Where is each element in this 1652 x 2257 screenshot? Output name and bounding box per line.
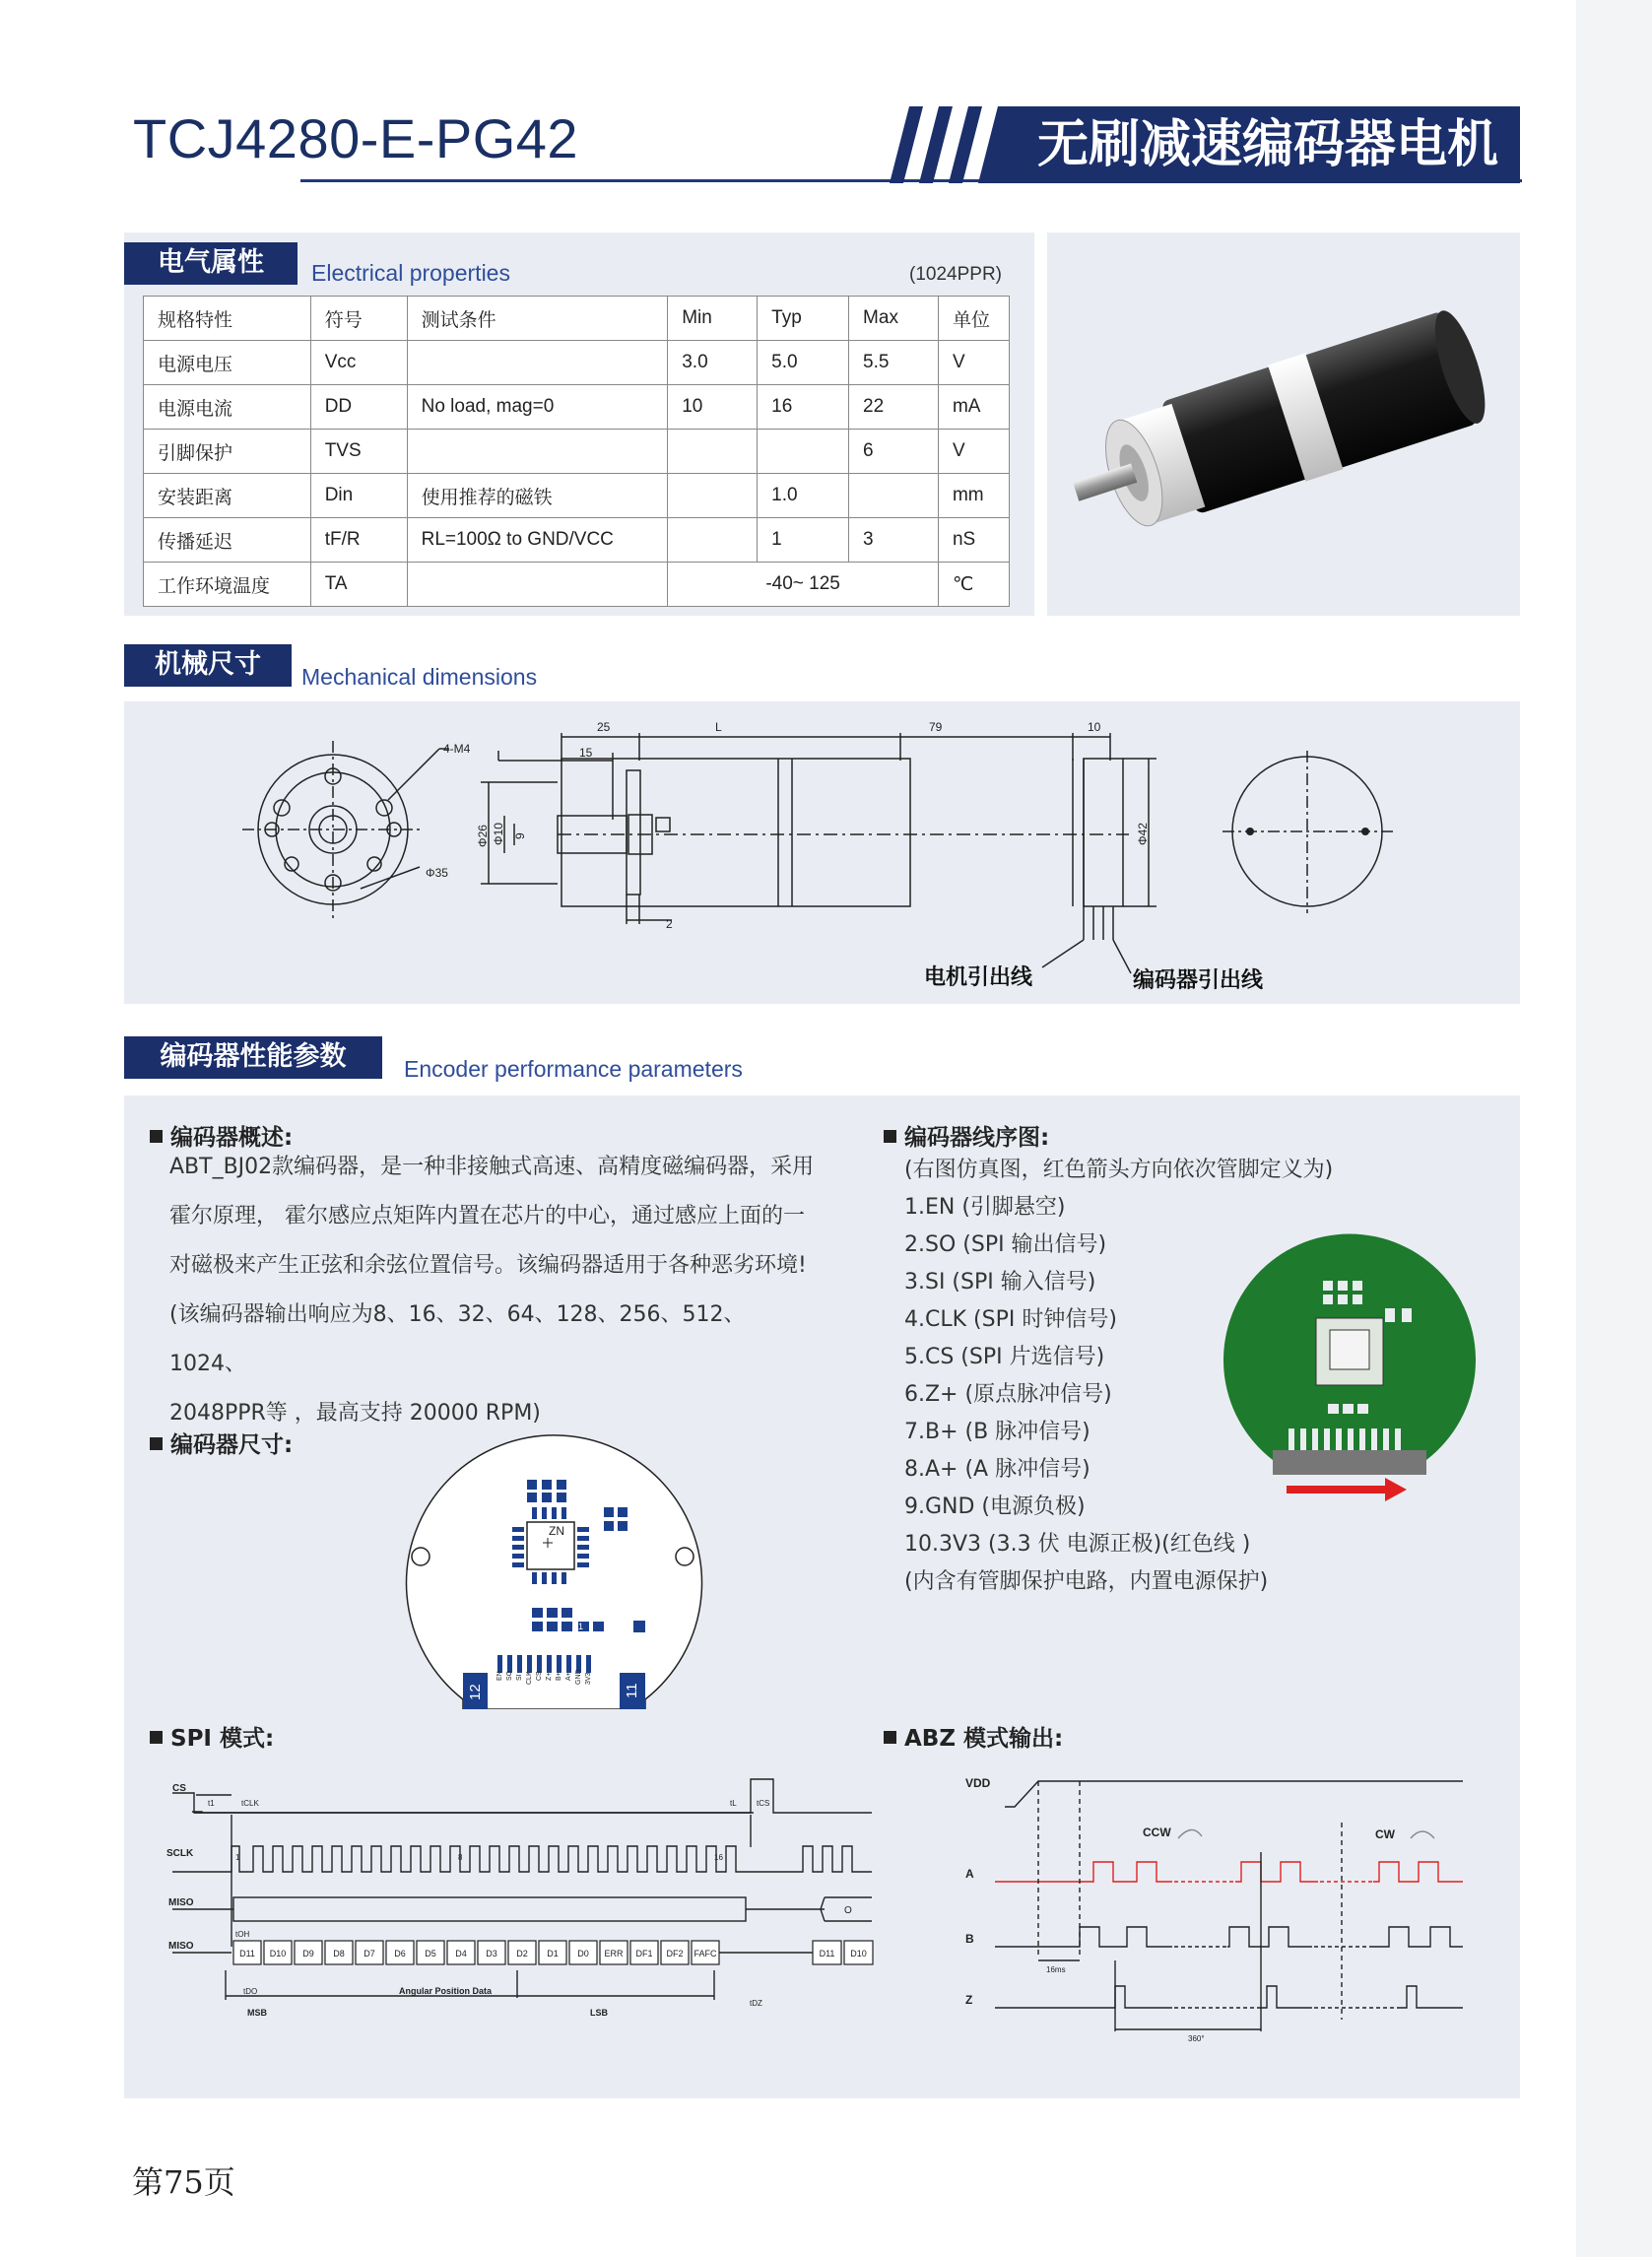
abz-ccw: CCW xyxy=(1143,1826,1171,1839)
motor-lead-label: 电机引出线 xyxy=(924,965,1033,990)
encoder-pcb-photo xyxy=(1220,1231,1482,1507)
overview-line: 2048PPR等 ，最高支持 20000 RPM) xyxy=(169,1401,541,1426)
spi-bit-label: D10 xyxy=(269,1949,287,1958)
table-header-cell: 测试条件 xyxy=(407,297,668,341)
table-cell: V xyxy=(938,430,1009,474)
pcb-pin-label: A+ xyxy=(565,1672,572,1681)
pcb-pin-label: GND xyxy=(575,1669,582,1685)
spi-clk-8: 8 xyxy=(458,1853,463,1862)
table-cell: DD xyxy=(310,385,407,430)
table-cell: 1.0 xyxy=(758,474,849,518)
spi-bit-label: D4 xyxy=(455,1949,467,1958)
pcb-pin-label: SO xyxy=(506,1670,513,1681)
encoder-en-title: Encoder performance parameters xyxy=(404,1056,743,1082)
pin-item: 1.EN (引脚悬空) xyxy=(904,1195,1066,1220)
dim-10: 10 xyxy=(1088,720,1101,734)
table-cell xyxy=(758,430,849,474)
table-row xyxy=(144,563,1010,607)
pin-item: 10.3V3 (3.3 伏 电源正极)(红色线 ) xyxy=(904,1532,1251,1557)
size-heading-text: 编码器尺寸: xyxy=(170,1432,294,1458)
spi-bit-label: DF1 xyxy=(635,1949,653,1958)
spi-bit-label: D3 xyxy=(486,1949,497,1958)
table-cell xyxy=(407,563,668,607)
table-cell: 传播延迟 xyxy=(144,518,311,563)
table-cell xyxy=(668,430,758,474)
spi-bit-label: D1 xyxy=(547,1949,559,1958)
table-header-cell: Typ xyxy=(758,297,849,341)
pin-item: 2.SO (SPI 输出信号) xyxy=(904,1232,1107,1257)
table-cell: Din xyxy=(310,474,407,518)
table-header-cell: 符号 xyxy=(310,297,407,341)
spi-miso2-label: MISO xyxy=(168,1941,194,1952)
mechanical-drawing xyxy=(124,701,1520,1004)
table-cell xyxy=(407,341,668,385)
spi-miso-label: MISO xyxy=(168,1897,194,1908)
dim-15: 15 xyxy=(579,746,593,760)
pin-item: 6.Z+ (原点脉冲信号) xyxy=(904,1382,1112,1407)
table-cell: 电源电压 xyxy=(144,341,311,385)
pcb-chip-label: ZN xyxy=(549,1524,564,1538)
spi-angular-label: Angular Position Data xyxy=(399,1986,493,1996)
abz-timing-diagram xyxy=(956,1763,1478,2049)
table-row xyxy=(144,430,1010,474)
pcb-pad-12: 12 xyxy=(467,1684,484,1700)
spi-bit-label: D9 xyxy=(302,1949,314,1958)
dim-L: L xyxy=(715,720,722,734)
spi-tdo: tDO xyxy=(243,1987,258,1996)
size-heading xyxy=(150,1427,293,1459)
dim-9: 9 xyxy=(513,832,527,839)
abz-heading-text: ABZ 模式输出: xyxy=(904,1726,1064,1752)
dim-2: 2 xyxy=(666,917,673,931)
encoder-tab-line xyxy=(124,1077,382,1079)
table-row xyxy=(144,385,1010,430)
pin-item: 7.B+ (B 脉冲信号) xyxy=(904,1420,1090,1444)
pcb-pad-11: 11 xyxy=(624,1683,640,1698)
table-cell: 引脚保护 xyxy=(144,430,311,474)
page-edge-strip xyxy=(1576,0,1652,2257)
abz-vdd: VDD xyxy=(965,1776,991,1790)
mechanical-tab: 机械尺寸 xyxy=(124,644,292,686)
abz-16ms: 16ms xyxy=(1046,1965,1066,1974)
spi-t1: t1 xyxy=(208,1799,215,1808)
overview-line: (该编码器输出响应为8、16、32、64、128、256、512、1024、 xyxy=(169,1302,746,1376)
dim-phi26: Φ26 xyxy=(476,825,490,847)
table-cell: mA xyxy=(938,385,1009,430)
table-cell: mm xyxy=(938,474,1009,518)
table-cell: -40~ 125 xyxy=(668,563,939,607)
table-cell: nS xyxy=(938,518,1009,563)
dim-phi35: Φ35 xyxy=(426,866,448,880)
table-row xyxy=(144,474,1010,518)
mechanical-tab-line xyxy=(124,685,292,687)
table-cell: 1 xyxy=(758,518,849,563)
dim-25: 25 xyxy=(597,720,611,734)
spi-tl: tL xyxy=(730,1799,737,1808)
spi-msb: MSB xyxy=(247,2008,267,2018)
table-header-cell: 规格特性 xyxy=(144,297,311,341)
overview-line: ABT_BJ02款编码器，是一种非接触式高速、高精度磁编码器，采用 xyxy=(169,1155,815,1179)
ppr-note: (1024PPR) xyxy=(909,264,1002,285)
table-cell xyxy=(407,430,668,474)
spi-sclk-label: SCLK xyxy=(166,1848,194,1859)
table-cell: 5.5 xyxy=(849,341,939,385)
abz-360: 360° xyxy=(1188,2034,1205,2043)
table-cell: 3 xyxy=(849,518,939,563)
table-header-row xyxy=(144,297,1010,341)
spi-toh: tOH xyxy=(235,1930,250,1939)
table-cell: 5.0 xyxy=(758,341,849,385)
spi-bit-label: D2 xyxy=(516,1949,528,1958)
electrical-tab: 电气属性 xyxy=(124,242,297,284)
spi-tclk: tCLK xyxy=(241,1799,259,1808)
table-cell: 6 xyxy=(849,430,939,474)
table-cell: 3.0 xyxy=(668,341,758,385)
spi-timing-diagram xyxy=(163,1773,892,2029)
table-cell: ℃ xyxy=(938,563,1009,607)
abz-cw: CW xyxy=(1375,1827,1395,1841)
overview-text xyxy=(169,1143,820,1438)
pcb-pin-label: SI xyxy=(516,1674,523,1681)
spi-bit-label: D5 xyxy=(425,1949,436,1958)
spi-bit-label: D7 xyxy=(363,1949,375,1958)
encoder-pcb-outline xyxy=(399,1409,714,1709)
electrical-table xyxy=(143,296,1010,607)
page-number: 第75页 xyxy=(132,2163,235,2201)
spi-bit-label: D11 xyxy=(239,1949,255,1958)
table-cell xyxy=(668,474,758,518)
table-cell: 22 xyxy=(849,385,939,430)
pin-item: (内含有管脚保护电路，内置电源保护) xyxy=(904,1569,1269,1594)
table-header-cell: Min xyxy=(668,297,758,341)
table-cell: tF/R xyxy=(310,518,407,563)
overview-line: 对磁极来产生正弦和余弦位置信号。该编码器适用于各种恶劣环境! xyxy=(169,1253,807,1278)
electrical-tab-line xyxy=(124,283,297,285)
table-cell: TA xyxy=(310,563,407,607)
pin-item: 8.A+ (A 脉冲信号) xyxy=(904,1457,1090,1482)
spi-o: O xyxy=(844,1905,852,1916)
pin-item: 9.GND (电源负极) xyxy=(904,1494,1086,1519)
spi-bit-label: D8 xyxy=(333,1949,345,1958)
abz-heading xyxy=(884,1720,1063,1753)
pcb-label-1: 1 xyxy=(578,1622,584,1631)
mechanical-en-title: Mechanical dimensions xyxy=(301,664,538,690)
table-cell xyxy=(849,474,939,518)
spi-bit-label: FAFC xyxy=(694,1949,717,1958)
pin-heading-text: 编码器线序图: xyxy=(904,1125,1050,1151)
pcb-pin-label: Z+ xyxy=(546,1672,553,1681)
motor-photo-panel xyxy=(1047,232,1520,616)
pin-item: 4.CLK (SPI 时钟信号) xyxy=(904,1307,1117,1332)
pcb-pin-label: B+ xyxy=(556,1672,562,1681)
table-cell: 安装距离 xyxy=(144,474,311,518)
spi-lsb: LSB xyxy=(590,2008,608,2018)
dim-phi10: Φ10 xyxy=(492,823,505,845)
pin-item: 5.CS (SPI 片选信号) xyxy=(904,1345,1105,1369)
abz-z: Z xyxy=(965,1993,973,2007)
encoder-lead-label: 编码器引出线 xyxy=(1133,968,1264,993)
spi-heading-text: SPI 模式: xyxy=(170,1726,275,1752)
table-cell: 电源电流 xyxy=(144,385,311,430)
table-cell xyxy=(668,518,758,563)
table-row xyxy=(144,518,1010,563)
table-row xyxy=(144,341,1010,385)
dim-4-m4: 4-M4 xyxy=(443,742,471,756)
pcb-pin-label: 3V3 xyxy=(585,1672,592,1685)
pcb-pin-label: EN xyxy=(496,1671,503,1681)
product-banner: 无刷减速编码器电机 xyxy=(1010,106,1520,183)
table-cell: 10 xyxy=(668,385,758,430)
table-cell: TVS xyxy=(310,430,407,474)
overview-line: 霍尔原理， 霍尔感应点矩阵内置在芯片的中心，通过感应上面的一 xyxy=(169,1204,805,1228)
pin-heading xyxy=(884,1119,1049,1152)
table-cell: 16 xyxy=(758,385,849,430)
pin-item: 3.SI (SPI 输入信号) xyxy=(904,1270,1096,1294)
table-header-cell: 单位 xyxy=(938,297,1009,341)
spi-clk-1: 1 xyxy=(235,1853,240,1862)
electrical-en-title: Electrical properties xyxy=(311,260,510,286)
spi-tcs: tCS xyxy=(757,1799,770,1808)
abz-a: A xyxy=(965,1867,974,1881)
spi-clk-16: 16 xyxy=(714,1853,723,1862)
abz-b: B xyxy=(965,1932,974,1946)
spi-bit-label: ERR xyxy=(604,1949,624,1958)
spi-tail-bit-label: D11 xyxy=(819,1949,835,1958)
model-title: TCJ4280-E-PG42 xyxy=(133,107,579,169)
dim-phi42: Φ42 xyxy=(1136,823,1150,845)
table-header-cell: Max xyxy=(849,297,939,341)
table-cell: RL=100Ω to GND/VCC xyxy=(407,518,668,563)
spi-bit-label: D0 xyxy=(577,1949,589,1958)
spi-tdz: tDZ xyxy=(750,1999,762,2008)
spi-bit-label: D6 xyxy=(394,1949,406,1958)
table-cell: 使用推荐的磁铁 xyxy=(407,474,668,518)
overview-heading-text: 编码器概述: xyxy=(170,1125,294,1151)
table-cell: V xyxy=(938,341,1009,385)
pcb-pin-label: CS xyxy=(536,1671,543,1681)
dim-79: 79 xyxy=(929,720,943,734)
motor-illustration xyxy=(1047,232,1520,616)
pcb-pin-label: CLK xyxy=(526,1671,533,1685)
spi-tail-bit-label: D10 xyxy=(850,1949,867,1958)
spi-cs-label: CS xyxy=(172,1783,186,1794)
spi-heading xyxy=(150,1720,274,1753)
banner-slashes xyxy=(872,106,1029,183)
spi-bit-label: DF2 xyxy=(666,1949,684,1958)
pin-note: (右图仿真图，红色箭头方向依次管脚定义为) xyxy=(904,1158,1334,1182)
table-cell: 工作环境温度 xyxy=(144,563,311,607)
table-cell: Vcc xyxy=(310,341,407,385)
table-cell: No load, mag=0 xyxy=(407,385,668,430)
encoder-tab: 编码器性能参数 xyxy=(124,1036,382,1078)
